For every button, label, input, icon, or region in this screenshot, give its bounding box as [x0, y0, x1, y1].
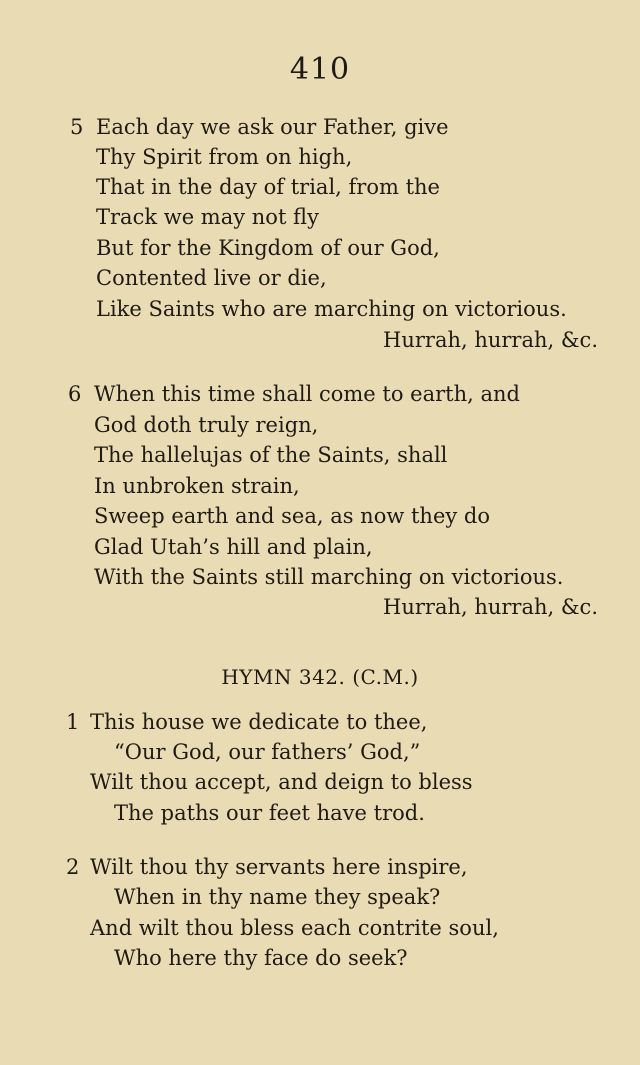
verse-line: Glad Utah’s hill and plain,	[94, 535, 373, 559]
verse-number: 6	[68, 382, 82, 406]
verse-line: Contented live or die,	[96, 266, 327, 290]
verse-number: 5	[70, 115, 84, 139]
verse-line: When in thy name they speak?	[114, 885, 441, 909]
verse-line: Wilt thou thy servants here inspire,	[90, 855, 468, 879]
verse-line: Sweep earth and sea, as now they do	[94, 504, 491, 528]
refrain: Hurrah, hurrah, &c.	[383, 328, 598, 352]
verse-line: Thy Spirit from on high,	[96, 145, 353, 169]
page-number: 410	[289, 52, 351, 87]
verse-line: The hallelujas of the Saints, shall	[94, 443, 448, 467]
verse-line: “Our God, our fathers’ God,”	[114, 740, 421, 764]
verse-line: Each day we ask our Father, give	[96, 115, 449, 139]
verse-line: With the Saints still marching on victorious.	[94, 565, 564, 589]
verse-line: Track we may not fly	[96, 205, 319, 229]
verse-line: This house we dedicate to thee,	[90, 710, 428, 734]
hymn-title: HYMN 342. (C.M.)	[221, 665, 419, 689]
verse-line: When this time shall come to earth, and	[94, 382, 520, 406]
verse-line: Who here thy face do seek?	[114, 946, 408, 970]
verse-line: Wilt thou accept, and deign to bless	[90, 770, 473, 794]
verse-line: The paths our feet have trod.	[114, 801, 425, 825]
verse-line: And wilt thou bless each contrite soul,	[90, 916, 499, 940]
verse-line: But for the Kingdom of our God,	[96, 236, 440, 260]
verse-line: In unbroken strain,	[94, 474, 300, 498]
verse-line: Like Saints who are marching on victorious.	[96, 297, 567, 321]
verse-line: God doth truly reign,	[94, 413, 319, 437]
verse-line: That in the day of trial, from the	[96, 175, 440, 199]
refrain: Hurrah, hurrah, &c.	[383, 595, 598, 619]
verse-number: 1	[66, 710, 80, 734]
verse-number: 2	[66, 855, 80, 879]
